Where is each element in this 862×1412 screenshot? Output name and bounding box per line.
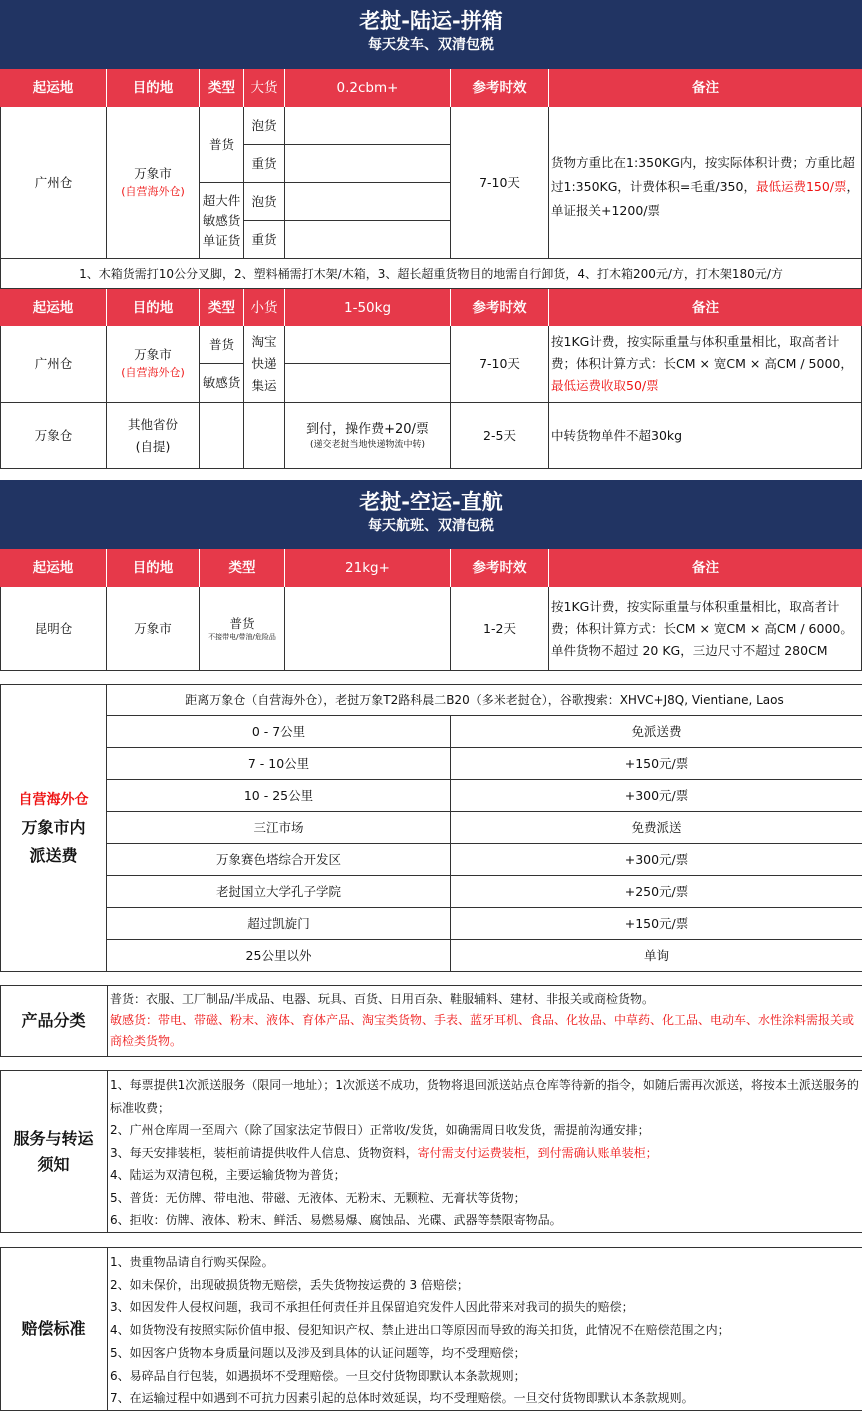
- delivery-fee: 单询: [451, 940, 862, 972]
- land-note-min-fee: 最低运费150/票: [755, 178, 847, 194]
- land-subtitle: 每天发车、双清包税: [368, 37, 494, 53]
- land-time: 7-10天: [451, 107, 549, 259]
- land-type-special: [200, 183, 244, 259]
- small-time: 7-10天: [451, 326, 549, 403]
- transfer-sub: [244, 403, 285, 469]
- header-bulk: 大货: [244, 69, 285, 107]
- air-subtitle: 每天航班、双清包税: [368, 518, 494, 534]
- air-type: [200, 587, 285, 671]
- service-text: [107, 1071, 862, 1232]
- delivery-fee: +300元/票: [451, 780, 862, 812]
- delivery-fee: +150元/票: [451, 908, 862, 940]
- land-price-cell: [285, 221, 451, 259]
- type-sensitive: 敏感货: [202, 212, 241, 228]
- type-document: 单证货: [202, 232, 241, 248]
- delivery-distance: 超过凯旋门: [107, 908, 451, 940]
- sub-consolidation: 集运: [251, 378, 277, 393]
- land-note-text: 货物方重比在1:350KG内，按实际体积计费；方重比超过1:350KG，计费体积=毛重/350，: [551, 154, 855, 194]
- delivery-distance: 三江市场: [107, 812, 451, 844]
- compensation-item: 6、易碎品自行包装，如遇损坏不受理赔偿。一旦交付货物即默认本条款规则；: [110, 1368, 526, 1383]
- header-type: 类型: [200, 549, 285, 587]
- transfer-note: 中转货物单件不超30kg: [549, 403, 862, 469]
- header-origin: 起运地: [0, 69, 107, 107]
- air-time: 1-2天: [451, 587, 549, 671]
- delivery-fee: 免派送费: [451, 716, 862, 748]
- header-dest: 目的地: [107, 69, 200, 107]
- service-item-3-red: 寄付需支付运费装柜，到付需确认账单装柜；: [417, 1145, 658, 1160]
- small-note-min-fee: 最低运费收取50/票: [551, 378, 659, 393]
- products-label: 产品分类: [21, 1011, 86, 1030]
- products-text: [107, 986, 862, 1056]
- service-item-3-text: 3、每天安排装柜，装柜前请提供收件人信息、货物资料，: [110, 1145, 418, 1160]
- transfer-origin: 万象仓: [0, 403, 107, 469]
- transfer-type: [200, 403, 244, 469]
- compensation-item: 7、在运输过程中如遇到不可抗力因素引起的总体时效延误，均不受理赔偿。一旦交付货物即默认本条款规则。: [110, 1391, 694, 1406]
- products-sensitive: 敏感货：带电、带磁、粉末、液体、育体产品、淘宝类货物、手表、蓝牙耳机、食品、化妆品、中草药、化工品、电动车、水性涂料需报关或商检类货物。: [110, 1013, 855, 1048]
- delivery-distance: 老挝国立大学孔子学院: [107, 876, 451, 908]
- delivery-address: 距离万象仓（自营海外仓），老挝万象T2路科晨二B20（多米老挝仓），谷歌搜索：XHVC+J8Q, Vientiane, Laos: [107, 685, 862, 716]
- delivery-label: [0, 684, 107, 972]
- air-origin: 昆明仓: [0, 587, 107, 671]
- air-note: 按1KG计费，按实际重量与体积重量相比，取高者计费；体积计算方式：长CM × 宽CM × 高CM / 6000。单件货物不超过 20 KG，三边尺寸不超过 280CM: [549, 587, 862, 671]
- compensation-item: 2、如未保价，出现破损货物无赔偿，丢失货物按运费的 3 倍赔偿；: [110, 1277, 469, 1292]
- land-sub-type: 重货: [244, 145, 285, 183]
- compensation-item: 3、如因发件人侵权问题，我司不承担任何责任并且保留追究发件人因此带来对我司的损失的赔偿；: [110, 1300, 634, 1315]
- delivery-distance: 25公里以外: [107, 940, 451, 972]
- delivery-fee: +300元/票: [451, 844, 862, 876]
- small-price-cell: [285, 326, 451, 364]
- small-dest: [107, 326, 200, 403]
- service-label: [0, 1070, 107, 1233]
- service-item: 1、每票提供1次派送服务（限同一地址）；1次派送不成功，货物将退回派送站点仓库等待新的指令，如随后需再次派送，将按本土派送服务的标准收费；: [110, 1078, 859, 1115]
- small-note: [549, 326, 862, 403]
- compensation-text: [107, 1248, 862, 1410]
- small-type: 普货: [200, 326, 244, 364]
- delivery-label-warehouse: 自营海外仓: [18, 792, 89, 808]
- header-note: 备注: [549, 69, 862, 107]
- compensation-item: 1、贵重物品请自行购买保险。: [110, 1255, 274, 1269]
- sub-express: 快递: [251, 356, 277, 371]
- header-note: 备注: [549, 289, 862, 326]
- land-price-cell: [285, 145, 451, 183]
- air-banner: [0, 480, 862, 549]
- header-small: 小货: [244, 289, 285, 326]
- delivery-distance: 7 - 10公里: [107, 748, 451, 780]
- compensation-item: 5、如因客户货物本身质量问题以及涉及到具体的认证问题等，均不受理赔偿；: [110, 1345, 526, 1360]
- service-label-line1: 服务与转运: [13, 1128, 94, 1148]
- products-normal: 普货：衣服、工厂制品/半成品、电器、玩具、百货、日用百杂、鞋服辅料、建材、非报关或商检货物。: [110, 992, 655, 1006]
- small-type: 敏感货: [200, 364, 244, 403]
- small-dest-city: 万象市: [134, 347, 172, 362]
- land-price-cell: [285, 107, 451, 145]
- transfer-dest: [107, 403, 200, 469]
- delivery-distance: 0 - 7公里: [107, 716, 451, 748]
- delivery-fee: +150元/票: [451, 748, 862, 780]
- air-price-cell: [285, 587, 451, 671]
- header-origin: 起运地: [0, 549, 107, 587]
- type-oversize: 超大件: [202, 192, 241, 208]
- land-title: 老挝-陆运-拼箱: [359, 9, 503, 33]
- header-weight: 21kg+: [285, 549, 451, 587]
- transfer-price: [285, 403, 451, 469]
- land-banner: [0, 0, 862, 69]
- land-dest-city: 万象市: [134, 165, 172, 181]
- land-note: [549, 107, 862, 259]
- land-dest-note: (自营海外仓): [121, 184, 185, 198]
- land-origin: 广州仓: [0, 107, 107, 259]
- land-sub-type: 泡货: [244, 183, 285, 221]
- air-dest: 万象市: [107, 587, 200, 671]
- delivery-fee: +250元/票: [451, 876, 862, 908]
- small-origin: 广州仓: [0, 326, 107, 403]
- delivery-distance: 10 - 25公里: [107, 780, 451, 812]
- service-item: 6、拒收：仿牌、液体、粉末、鲜活、易燃易爆、腐蚀品、光碟、武器等禁限寄物品。: [110, 1213, 562, 1227]
- air-type-label: 普货: [229, 616, 255, 631]
- service-item: [110, 1142, 862, 1165]
- header-type: 类型: [200, 69, 244, 107]
- header-note: 备注: [549, 549, 862, 587]
- small-note-text: 按1KG计费，按实际重量与体积重量相比，取高者计费；体积计算方式：长CM × 宽CM × 高CM / 5000，: [551, 334, 853, 371]
- compensation-label: 赔偿标准: [21, 1319, 86, 1338]
- land-dest: [107, 107, 200, 259]
- land-note-tail: ，单证报关+1200/票: [551, 178, 860, 218]
- land-footnote: 1、木箱货需打10公分叉脚，2、塑料桶需打木架/木箱，3、超长超重货物目的地需自行卸货，4、打木箱200元/方，打木架180元/方: [0, 259, 862, 289]
- transfer-price-note: (递交老挝当地快递物流中转): [309, 440, 425, 450]
- land-sub-type: 泡货: [244, 107, 285, 145]
- small-sub: [244, 326, 285, 403]
- header-time: 参考时效: [451, 549, 549, 587]
- header-weight: 1-50kg: [285, 289, 451, 326]
- header-time: 参考时效: [451, 289, 549, 326]
- delivery-fee: 免费派送: [451, 812, 862, 844]
- small-price-cell: [285, 364, 451, 403]
- sub-taobao: 淘宝: [251, 334, 277, 349]
- service-label-line2: 须知: [37, 1154, 70, 1174]
- header-time: 参考时效: [451, 69, 549, 107]
- land-sub-type: 重货: [244, 221, 285, 259]
- transfer-dest-note: (自提): [135, 438, 171, 454]
- compensation-item: 4、如货物没有按照实际价值申报、侵犯知识产权、禁止进出口等原因而导致的海关扣货，此情况不在赔偿范围之内；: [110, 1323, 730, 1338]
- header-dest: 目的地: [107, 289, 200, 326]
- header-volume: 0.2cbm+: [285, 69, 451, 107]
- transfer-dest-city: 其他省份: [127, 416, 178, 432]
- transfer-time: 2-5天: [451, 403, 549, 469]
- land-type-normal: 普货: [200, 107, 244, 183]
- delivery-label-city: 万象市内: [21, 818, 86, 837]
- header-type: 类型: [200, 289, 244, 326]
- air-type-note: 不接带电/带油/危险品: [208, 633, 276, 641]
- land-price-cell: [285, 183, 451, 221]
- delivery-label-fee: 派送费: [29, 846, 78, 865]
- service-item: 5、普货：无仿牌、带电池、带磁、无液体、无粉末、无颗粒、无膏状等货物；: [110, 1190, 526, 1205]
- header-dest: 目的地: [107, 549, 200, 587]
- small-dest-note: (自营海外仓): [121, 366, 185, 379]
- transfer-price-text: 到付，操作费+20/票: [306, 422, 429, 437]
- service-item: 4、陆运为双清包税，主要运输货物为普货；: [110, 1168, 346, 1182]
- header-origin: 起运地: [0, 289, 107, 326]
- delivery-distance: 万象赛色塔综合开发区: [107, 844, 451, 876]
- service-item: 2、广州仓库周一至周六（除了国家法定节假日）正常收/发货，如确需周日收发货，需提前沟通安排；: [110, 1123, 650, 1137]
- air-title: 老挝-空运-直航: [359, 490, 503, 514]
